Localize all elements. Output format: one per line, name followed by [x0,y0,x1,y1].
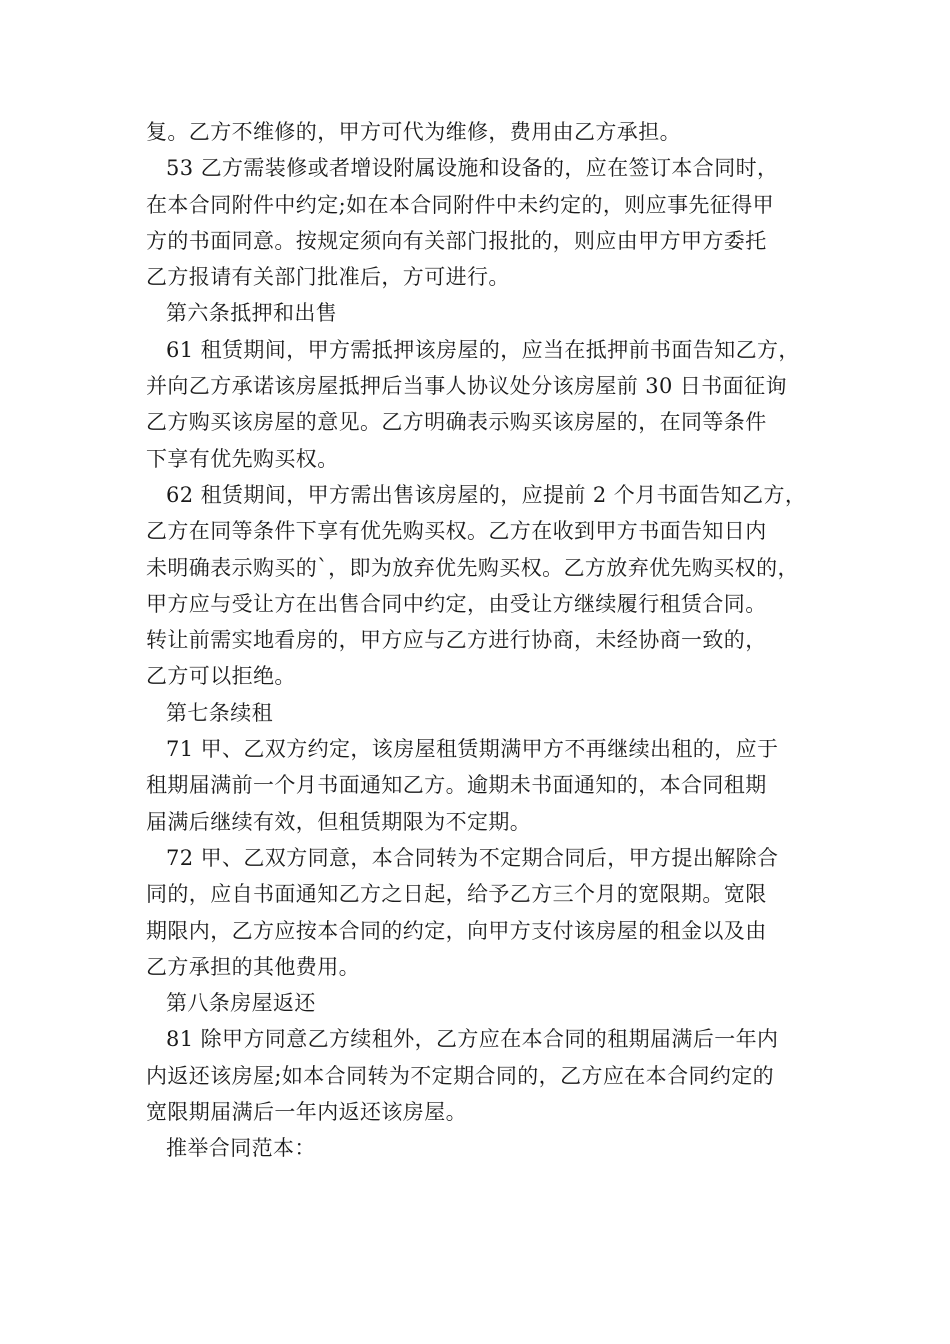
text-line: 届满后继续有效，但租赁期限为不定期。 [146,809,532,834]
text-line: 下享有优先购买权。 [146,446,339,471]
text-line: 期限内，乙方应按本合同的约定，向甲方支付该房屋的租金以及由 [146,918,767,943]
text-line: 在本合同附件中约定;如在本合同附件中未约定的，则应事先征得甲 [146,192,775,217]
text-line: 内返还该房屋;如本合同转为不定期合同的，乙方应在本合同约定的 [146,1063,775,1088]
text-line: 未明确表示购买的`，即为放弃优先购买权。乙方放弃优先购买权的， [146,555,799,580]
text-line: 乙方可以拒绝。 [146,664,296,689]
document-body [146,114,814,1167]
text-line: 81 除甲方同意乙方续租外，乙方应在本合同的租期届满后一年内 [166,1027,779,1052]
text-line: 推举合同范本： [166,1136,316,1161]
section-heading: 第八条房屋返还 [166,991,316,1016]
section-heading: 第七条续租 [166,700,273,725]
text-line: 宽限期届满后一年内返还该房屋。 [146,1100,467,1125]
text-line: 72 甲、乙双方同意，本合同转为不定期合同后，甲方提出解除合 [166,845,779,870]
text-line: 62 租赁期间，甲方需出售该房屋的，应提前 2 个月书面告知乙方， [166,482,807,507]
text-line: 甲方应与受让方在出售合同中约定，由受让方继续履行租赁合同。 [146,591,767,616]
text-line: 53 乙方需装修或者增设附属设施和设备的，应在签订本合同时， [166,156,779,181]
text-line: 方的书面同意。按规定须向有关部门报批的，则应由甲方甲方委托 [146,228,767,253]
text-line: 71 甲、乙双方约定，该房屋租赁期满甲方不再继续出租的，应于 [166,737,779,762]
section-heading: 第六条抵押和出售 [166,301,338,326]
text-line: 乙方在同等条件下享有优先购买权。乙方在收到甲方书面告知日内 [146,519,767,544]
text-line: 乙方报请有关部门批准后，方可进行。 [146,265,510,290]
text-line: 乙方承担的其他费用。 [146,954,360,979]
text-line: 租期届满前一个月书面通知乙方。逾期未书面通知的，本合同租期 [146,773,767,798]
text-line: 乙方购买该房屋的意见。乙方明确表示购买该房屋的，在同等条件 [146,410,767,435]
text-line: 61 租赁期间，甲方需抵押该房屋的，应当在抵押前书面告知乙方， [166,337,800,362]
text-line: 转让前需实地看房的，甲方应与乙方进行协商，未经协商一致的， [146,628,767,653]
text-line: 并向乙方承诺该房屋抵押后当事人协议处分该房屋前 30 日书面征询 [146,374,787,399]
text-line: 同的，应自书面通知乙方之日起，给予乙方三个月的宽限期。宽限 [146,882,767,907]
text-line: 复。乙方不维修的，甲方可代为维修，费用由乙方承担。 [146,120,681,144]
